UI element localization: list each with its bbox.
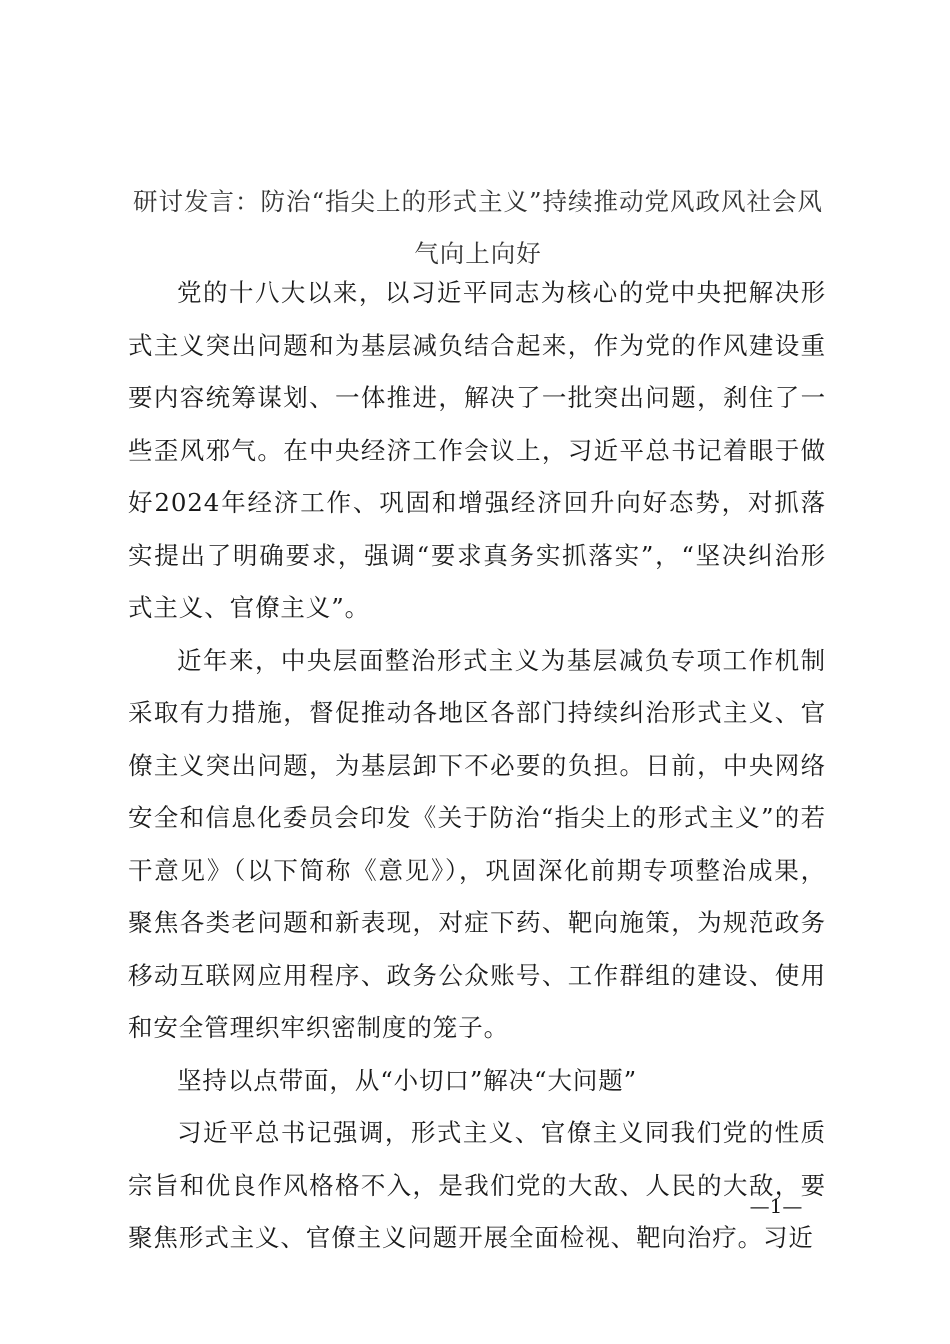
document-body <box>128 267 826 1265</box>
paragraph-2: 近年来，中央层面整治形式主义为基层减负专项工作机制采取有力措施，督促推动各地区各部门持续纠治形式主义、官僚主义突出问题，为基层卸下不必要的负担。日前，中央网络安全和信息化委员会印发《关于防治“指尖上的形式主义”的若干意见》（以下简称《意见》），巩固深化前期专项整治成果，聚焦各类老问题和新表现，对症下药、靶向施策，为规范政务移动互联网应用程序、政务公众账号、工作群组的建设、使用和安全管理织牢织密制度的笼子。 <box>128 645 826 1042</box>
paragraph-1: 党的十八大以来，以习近平同志为核心的党中央把解决形式主义突出问题和为基层减负结合起来，作为党的作风建设重要内容统筹谋划、一体推进，解决了一批突出问题，刹住了一些歪风邪气。在中央经济工作会议上，习近平总书记着眼于做好2024年经济工作、巩固和增强经济回升向好态势，对抓落实提出了明确要求，强调“要求真务实抓落实”，“坚决纠治形式主义、官僚主义”。 <box>128 278 826 622</box>
section-heading: 坚持以点带面，从“小切口”解决“大问题” <box>177 1065 638 1095</box>
document-title: 研讨发言：防治“指尖上的形式主义”持续推动党风政风社会风气向上向好 <box>132 187 824 268</box>
paragraph-3: 习近平总书记强调，形式主义、官僚主义同我们党的性质宗旨和优良作风格格不入，是我们党的大敌、人民的大敌，要聚焦形式主义、官僚主义问题开展全面检视、靶向治疗。习近 <box>128 1118 826 1252</box>
page-number: —1— <box>749 1194 803 1218</box>
